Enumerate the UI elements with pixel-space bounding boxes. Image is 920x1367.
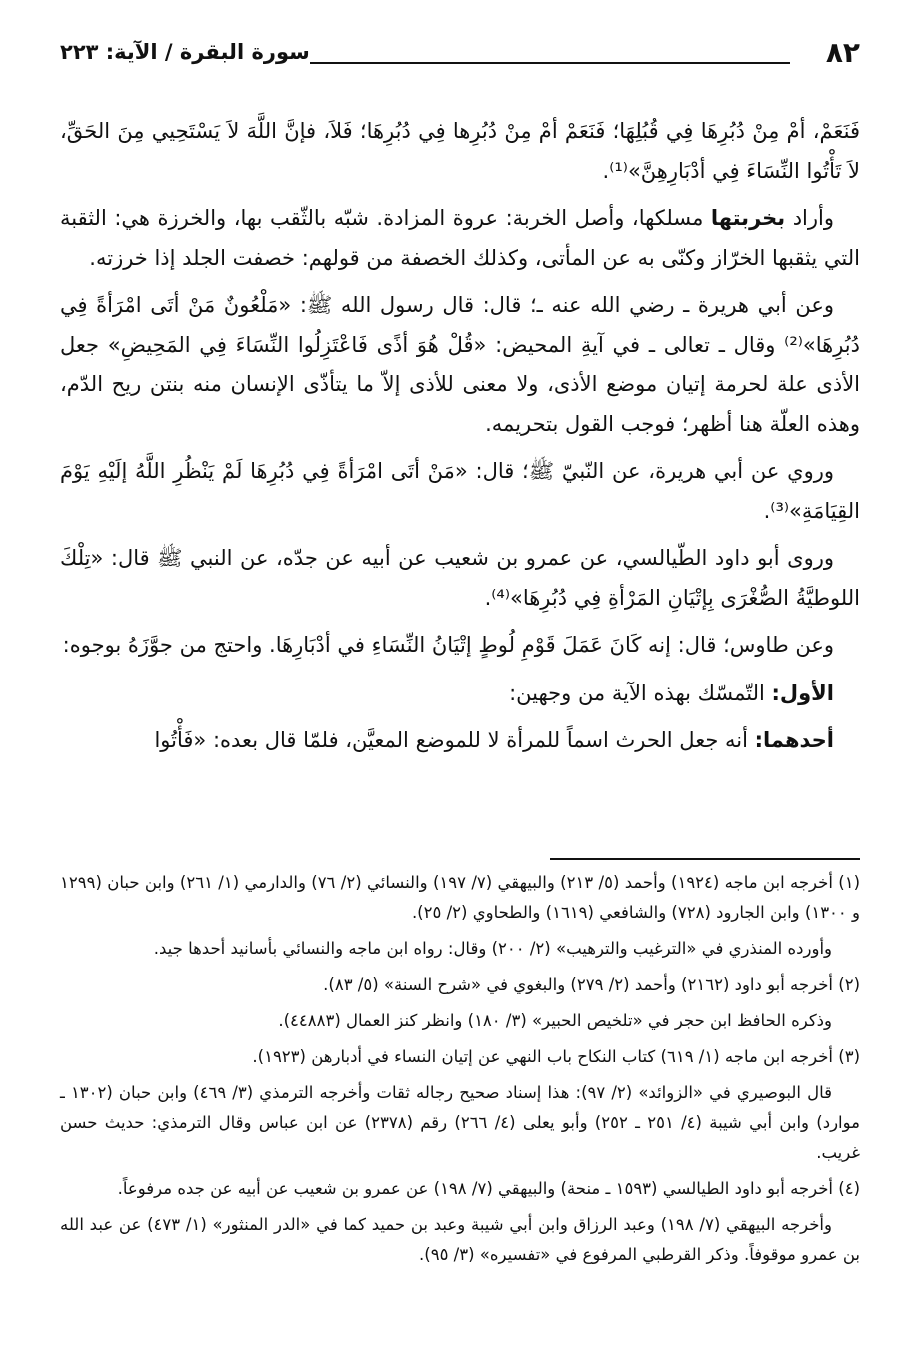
footnotes (60, 868, 860, 1276)
paragraph (60, 199, 860, 278)
main-text (60, 112, 860, 769)
paragraph: وعن طاوس؛ قال: إنه كَانَ عَمَلَ قَوْمِ لُوطٍ إتْيَانُ النِّسَاءِ في أدْبَارِهَا. واحتج من جوَّزَهُ بوجوه: (62, 633, 834, 657)
footnote-continuation: قال البوصيري في «الزوائد» (٢/ ٩٧): هذا إسناد صحيح رجاله ثقات وأخرجه الترمذي (٣/ ٤٦٩) وابن حبان (١٣٠٢ ـ موارد) وابن أبي شيبة (٤/ ٢٥١ ـ ٢٥٢) وأبو يعلى (٤/ ٢٦٦) رقم (٢٣٧٨) عن ابن عباس وقال الترمذي: حديث حسن غريب. (60, 1083, 860, 1162)
bold-term: الأول: (771, 680, 834, 705)
paragraph (60, 721, 860, 761)
footnote-continuation: وذكره الحافظ ابن حجر في «تلخيص الحبير» (٣/ ١٨٠) وانظر كنز العمال (٤٤٨٨٣). (278, 1011, 832, 1030)
footnote-continuation: وأخرجه البيهقي (٧/ ١٩٨) وعبد الرزاق وابن أبي شيبة وعبد بن حميد كما في «الدر المنثور» (١/ ٤٧٣) عن عبد الله بن عمرو موقوفاً. وذكر القرطبي المرفوع في «تفسيره» (٣/ ٩٥). (60, 1215, 860, 1264)
paragraph: وروى أبو داود الطّيالسي، عن عمرو بن شعيب عن أبيه عن جدّه، عن النبي ﷺ قال: «تِلْكَ اللوطيَّةُ الصُّغْرَى بِإتْيَانِ المَرْأةِ فِي دُبُرِهَا»⁽⁴⁾. (60, 546, 860, 610)
footnote: (٢) أخرجه أبو داود (٢١٦٢) وأحمد (٢/ ٢٧٩) والبغوي في «شرح السنة» (٥/ ٨٣). (323, 975, 860, 994)
footnote-continuation: وأورده المنذري في «الترغيب والترهيب» (٢/ ٢٠٠) وقال: رواه ابن ماجه والنسائي بأسانيد أحدها جيد. (153, 939, 832, 958)
page-header (60, 36, 860, 76)
header-rule (310, 62, 790, 64)
paragraph (60, 674, 860, 714)
footnote-separator (550, 858, 860, 860)
text-run: مسلكها، وأصل الخربة: عروة المزادة. شبّه بالثّقب بها، والخرزة هي: الثقبة التي يثقبها الخرّاز وكنّى به عن المأتى، وكذلك الخصفة من قولهم: خصفت الجلد إذا خرزته. (60, 206, 860, 270)
paragraph: فَنَعَمْ، أمْ مِنْ دُبُرِهَا فِي قُبُلِهَا؛ فَنَعَمْ أمْ مِنْ دُبُرِها فِي دُبُرِهَا؛ فَلاَ، فإنَّ اللَّهَ لاَ يَسْتَحِيي مِنَ الحَقِّ، لاَ تَأْتُوا النِّسَاءَ فِي أدْبَارِهِنَّ»⁽¹⁾. (60, 119, 860, 183)
text-run: التّمسّك بهذه الآية من وجهين: (509, 680, 772, 705)
paragraph: وعن أبي هريرة ـ رضي الله عنه ـ؛ قال: قال رسول الله ﷺ: «مَلْعُونٌ مَنْ أتَى امْرَأةً فِي دُبُرِهَا»⁽²⁾ وقال ـ تعالى ـ في آيةِ المحيض: «قُلْ هُوَ أذًى فَاعْتَزِلُوا النِّسَاءَ فِي المَحِيضِ» جعل الأذى علة لحرمة إتيان موضع الأذى، ولا معنى للأذى إلاّ ما يتأذّى الإنسان منه بنتن ريح الدّم، وهذه العلّة هنا أظهر؛ فوجب القول بتحريمه. (60, 293, 860, 436)
bold-term: بخربتها (710, 206, 786, 230)
bold-term: أحدهما: (754, 728, 834, 752)
footnote: (١) أخرجه ابن ماجه (١٩٢٤) وأحمد (٥/ ٢١٣) والبيهقي (٧/ ١٩٧) والنسائي (٢/ ٧٦) والدارمي (١/ ٢٦١) وابن حبان (١٢٩٩ و ١٣٠٠) وابن الجارود (٧٢٨) والشافعي (١٦١٩) والطحاوي (٢/ ٢٥). (60, 873, 861, 922)
footnote: (٣) أخرجه ابن ماجه (١/ ٦١٩) كتاب النكاح باب النهي عن إتيان النساء في أدبارهن (١٩٢٣). (252, 1047, 860, 1066)
paragraph: وروي عن أبي هريرة، عن النّبيّ ﷺ؛ قال: «مَنْ أتَى امْرَأةً فِي دُبُرِهَا لَمْ يَنْظُرِ اللَّهُ إلَيْهِ يَوْمَ القِيَامَةِ»⁽³⁾. (60, 459, 860, 523)
text-run: أنه جعل الحرث اسماً للمرأة لا للموضع المعيَّن، فلمّا قال بعده: «فَأْتُوا (154, 728, 755, 752)
page-number: ٨٢ (825, 36, 860, 69)
footnote: (٤) أخرجه أبو داود الطيالسي (١٥٩٣ ـ منحة) والبيهقي (٧/ ١٩٨) عن عمرو بن شعيب عن أبيه عن جده مرفوعاً. (117, 1179, 860, 1198)
running-title: سورة البقرة / الآية: ٢٢٣ (60, 40, 310, 64)
text-run: وأراد (785, 206, 834, 230)
